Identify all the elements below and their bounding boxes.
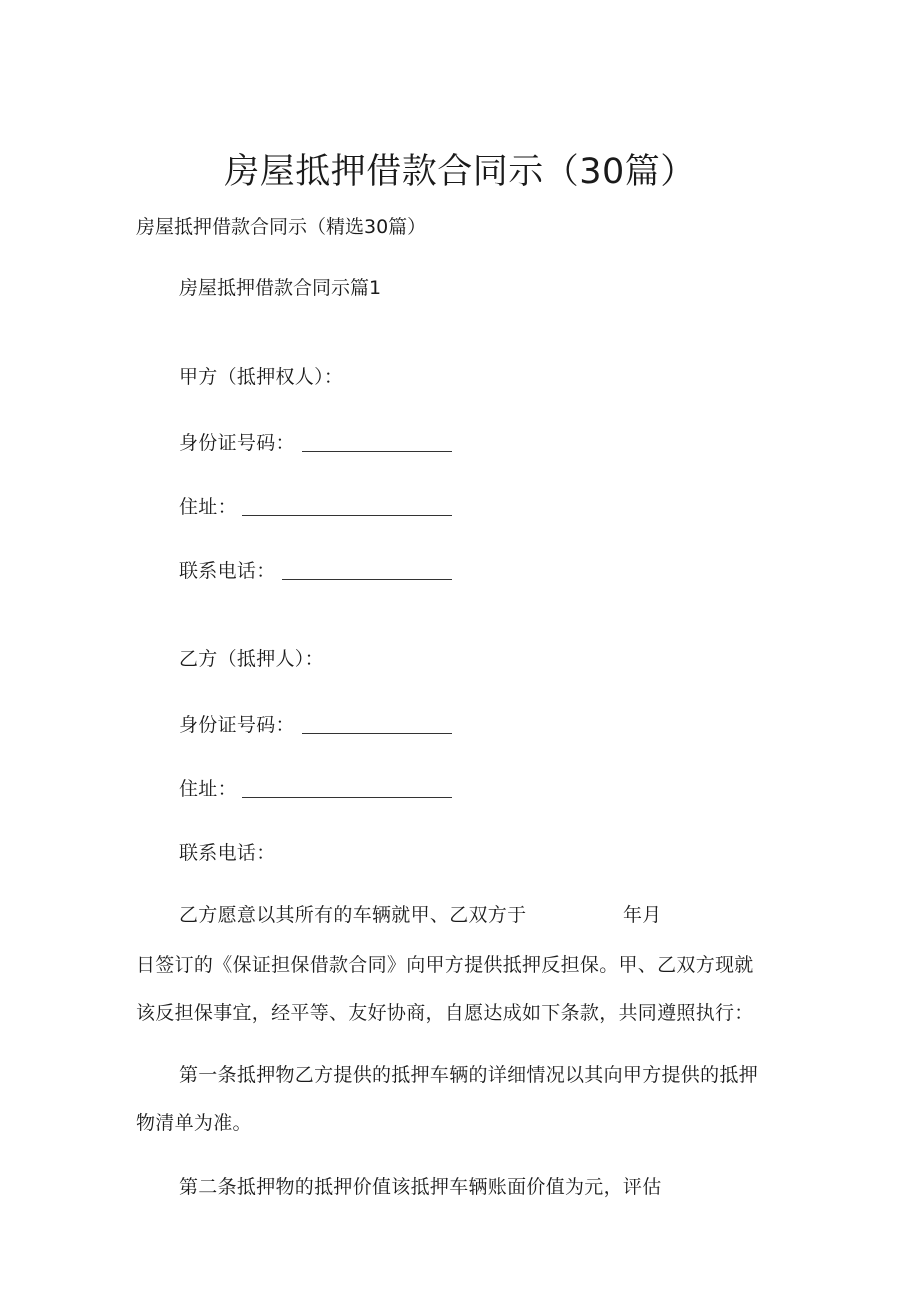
party-b-address-label: 住址： (179, 778, 237, 800)
paragraph-3-line-1: 第二条抵押物的抵押价值该抵押车辆账面价值为元，评估 (179, 1176, 662, 1198)
party-a-phone-label: 联系电话： (179, 560, 276, 582)
party-b-id-blank (302, 733, 452, 734)
paragraph-1-line-1: 乙方愿意以其所有的车辆就甲、乙双方于 (179, 904, 527, 926)
party-a-id-label: 身份证号码： (179, 432, 295, 454)
party-b-id-label: 身份证号码： (179, 714, 295, 736)
party-a-id-blank (302, 451, 452, 452)
paragraph-2-line-2: 物清单为准。 (136, 1112, 252, 1134)
document-title: 房屋抵押借款合同示（30篇） (224, 152, 696, 192)
party-a-phone-blank (282, 579, 452, 580)
paragraph-1-line-2: 日签订的《保证担保借款合同》向甲方提供抵押反担保。甲、乙双方现就 (136, 954, 754, 976)
party-b-address-blank (242, 797, 452, 798)
party-a-address-blank (242, 515, 452, 516)
party-b-heading: 乙方（抵押人）： (179, 648, 324, 670)
paragraph-1-line-3: 该反担保事宜，经平等、友好协商，自愿达成如下条款，共同遵照执行： (136, 1002, 754, 1024)
section-heading: 房屋抵押借款合同示篇1 (179, 277, 382, 299)
paragraph-2-line-1: 第一条抵押物乙方提供的抵押车辆的详细情况以其向甲方提供的抵押 (179, 1064, 759, 1086)
party-a-address-label: 住址： (179, 496, 237, 518)
document-subtitle: 房屋抵押借款合同示（精选30篇） (136, 216, 427, 238)
party-b-phone-label: 联系电话： (179, 842, 276, 864)
paragraph-1-date-fragment: 年月 (623, 904, 662, 926)
party-a-heading: 甲方（抵押权人）： (179, 366, 344, 388)
